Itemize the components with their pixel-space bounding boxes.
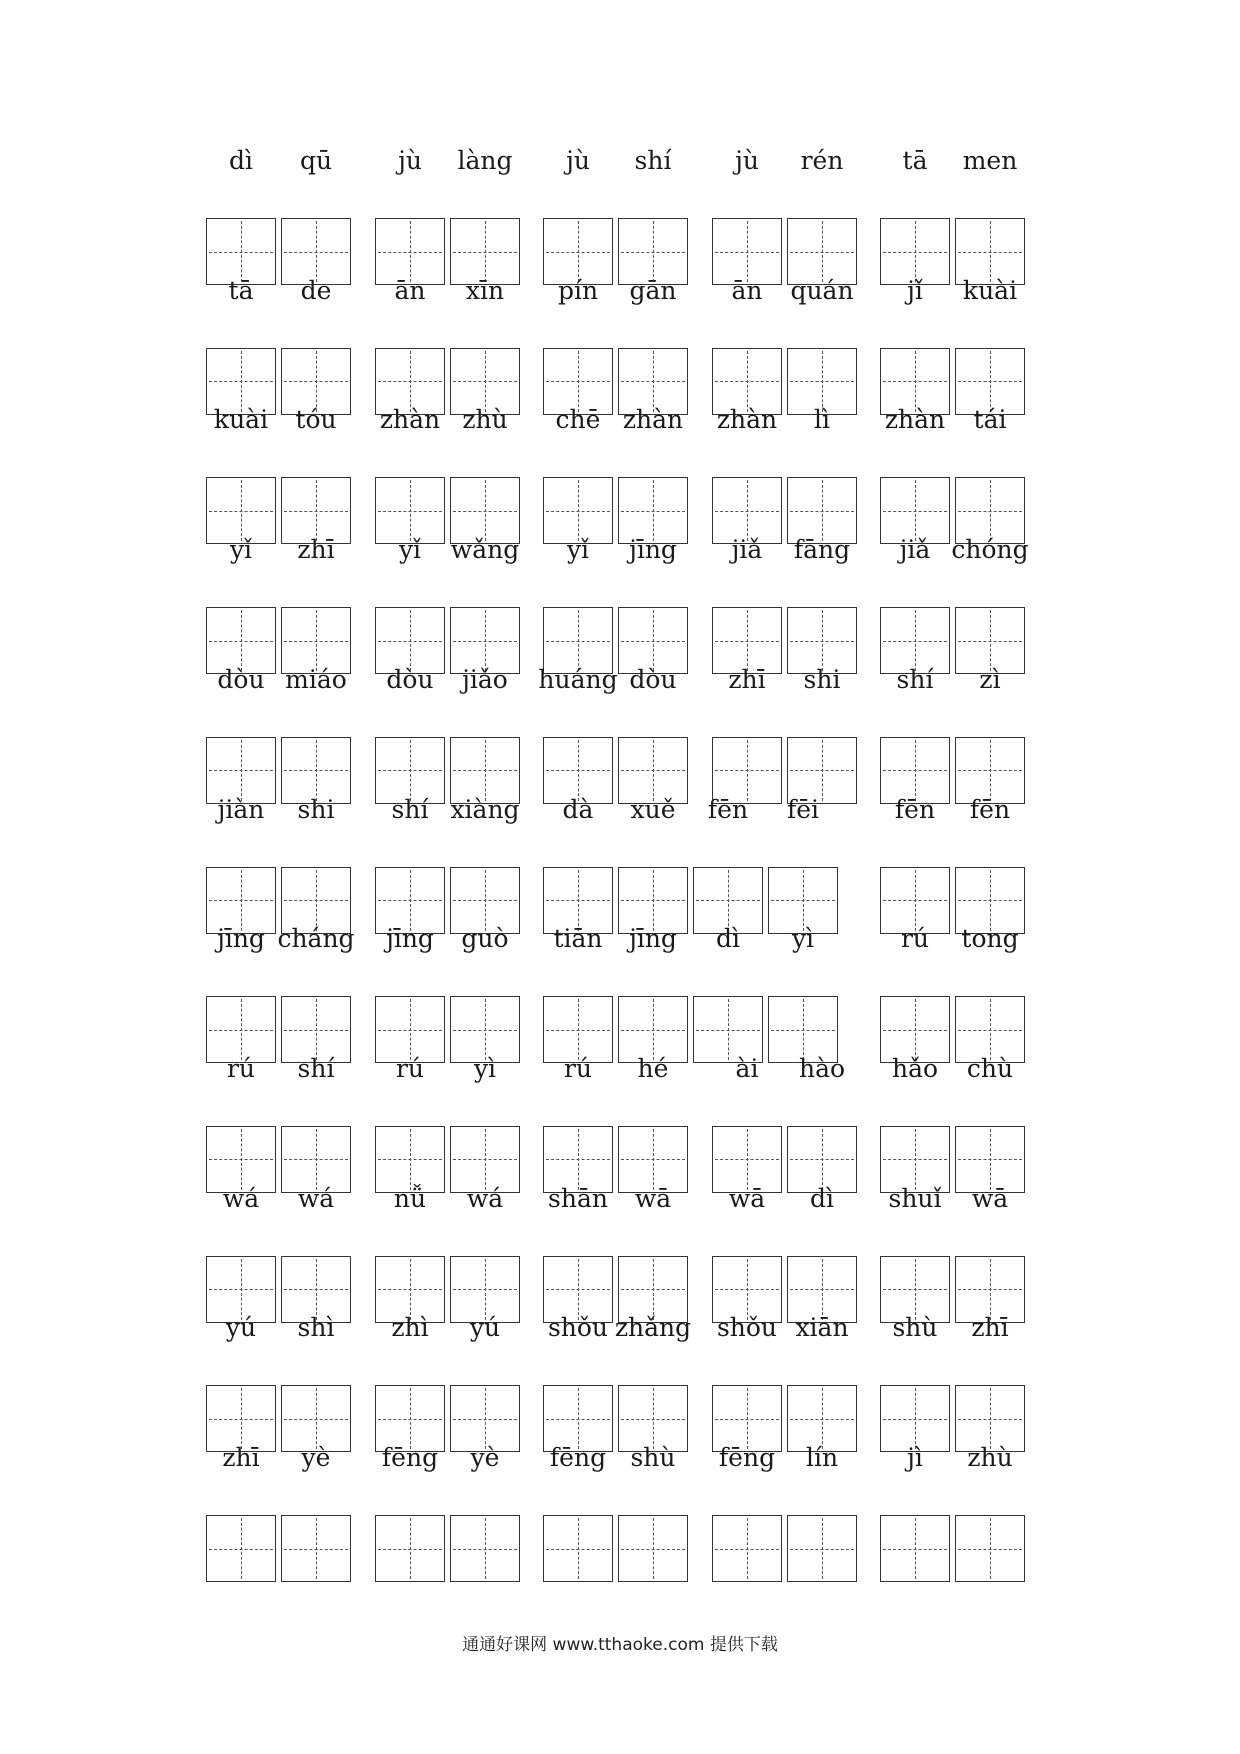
pinyin-syllable: wá bbox=[222, 1183, 260, 1213]
pinyin-syllable: dì bbox=[810, 1183, 834, 1213]
box-horizontal-guide bbox=[958, 381, 1022, 382]
pinyin-syllable: fēng bbox=[381, 1443, 439, 1472]
pinyin-syllable: hào bbox=[798, 1053, 846, 1083]
pinyin-syllable: jīng bbox=[386, 924, 434, 954]
box-horizontal-guide bbox=[378, 641, 442, 642]
box-horizontal-guide bbox=[284, 381, 348, 382]
pinyin-syllable: kuài bbox=[962, 275, 1018, 305]
box-horizontal-guide bbox=[958, 641, 1022, 642]
pinyin-syllable: rú bbox=[395, 1053, 425, 1083]
box-horizontal-guide bbox=[284, 1289, 348, 1290]
pinyin-syllable: dòu bbox=[629, 664, 677, 694]
pinyin-syllable: qū bbox=[299, 146, 333, 175]
pinyin-syllable: fēng bbox=[549, 1443, 607, 1472]
pinyin-syllable: lín bbox=[805, 1443, 839, 1472]
box-horizontal-guide bbox=[546, 641, 610, 642]
pinyin-syllable: chē bbox=[555, 405, 601, 435]
box-horizontal-guide bbox=[209, 641, 273, 642]
box-horizontal-guide bbox=[715, 1419, 779, 1420]
box-horizontal-guide bbox=[453, 252, 517, 253]
box-horizontal-guide bbox=[715, 770, 779, 771]
pinyin-syllable: zhù bbox=[967, 1443, 1013, 1472]
box-horizontal-guide bbox=[715, 641, 779, 642]
box-horizontal-guide bbox=[790, 511, 854, 512]
box-horizontal-guide bbox=[453, 1030, 517, 1031]
pinyin-syllable: dòu bbox=[386, 664, 434, 694]
box-horizontal-guide bbox=[958, 1419, 1022, 1420]
box-horizontal-guide bbox=[958, 1289, 1022, 1290]
pinyin-syllable: zhī bbox=[222, 1443, 260, 1472]
box-horizontal-guide bbox=[621, 381, 685, 382]
box-horizontal-guide bbox=[453, 641, 517, 642]
pinyin-syllable: fēng bbox=[718, 1443, 776, 1472]
box-horizontal-guide bbox=[284, 1159, 348, 1160]
box-horizontal-guide bbox=[883, 770, 947, 771]
pinyin-syllable: zhǎng bbox=[614, 1313, 692, 1343]
box-horizontal-guide bbox=[209, 1549, 273, 1550]
pinyin-syllable: wā bbox=[634, 1183, 672, 1213]
pinyin-syllable: zhàn bbox=[379, 405, 441, 435]
pinyin-syllable: xuě bbox=[630, 794, 676, 824]
box-horizontal-guide bbox=[790, 1289, 854, 1290]
pinyin-syllable: jīng bbox=[629, 924, 677, 954]
box-horizontal-guide bbox=[771, 900, 835, 901]
box-horizontal-guide bbox=[546, 1159, 610, 1160]
pinyin-syllable: guò bbox=[461, 924, 509, 954]
pinyin-syllable: wá bbox=[297, 1183, 335, 1213]
box-horizontal-guide bbox=[378, 1159, 442, 1160]
box-horizontal-guide bbox=[958, 1159, 1022, 1160]
pinyin-syllable: tái bbox=[973, 405, 1007, 435]
pinyin-syllable: yú bbox=[469, 1313, 501, 1343]
box-horizontal-guide bbox=[546, 1030, 610, 1031]
box-horizontal-guide bbox=[696, 900, 760, 901]
pinyin-syllable: xiān bbox=[795, 1313, 849, 1343]
pinyin-syllable: làng bbox=[457, 146, 513, 175]
box-horizontal-guide bbox=[209, 1419, 273, 1420]
pinyin-syllable: shǒu bbox=[716, 1313, 778, 1343]
box-horizontal-guide bbox=[546, 770, 610, 771]
pinyin-syllable: fēn bbox=[707, 794, 749, 824]
box-horizontal-guide bbox=[621, 770, 685, 771]
pinyin-syllable: yú bbox=[225, 1313, 257, 1343]
pinyin-syllable: yì bbox=[791, 924, 815, 954]
pinyin-syllable: men bbox=[962, 146, 1018, 175]
box-horizontal-guide bbox=[883, 1549, 947, 1550]
pinyin-syllable: jù bbox=[566, 146, 590, 175]
box-horizontal-guide bbox=[883, 511, 947, 512]
box-horizontal-guide bbox=[546, 252, 610, 253]
pinyin-syllable: yè bbox=[301, 1443, 331, 1472]
box-horizontal-guide bbox=[546, 1289, 610, 1290]
box-horizontal-guide bbox=[790, 381, 854, 382]
pinyin-syllable: huáng bbox=[538, 664, 618, 694]
pinyin-syllable: quán bbox=[790, 275, 854, 305]
box-horizontal-guide bbox=[790, 1159, 854, 1160]
pinyin-syllable: jiàn bbox=[217, 794, 265, 824]
box-horizontal-guide bbox=[958, 900, 1022, 901]
tianzige-box[interactable] bbox=[281, 1515, 351, 1582]
box-horizontal-guide bbox=[284, 1030, 348, 1031]
pinyin-syllable: gān bbox=[629, 275, 677, 305]
pinyin-syllable: rú bbox=[900, 924, 930, 954]
box-horizontal-guide bbox=[453, 1549, 517, 1550]
tianzige-box[interactable] bbox=[880, 1515, 950, 1582]
box-horizontal-guide bbox=[883, 641, 947, 642]
box-horizontal-guide bbox=[378, 1419, 442, 1420]
pinyin-syllable: jì bbox=[907, 1443, 923, 1472]
pinyin-syllable: zhàn bbox=[884, 405, 946, 435]
box-horizontal-guide bbox=[453, 1419, 517, 1420]
box-horizontal-guide bbox=[378, 900, 442, 901]
box-horizontal-guide bbox=[621, 1030, 685, 1031]
box-horizontal-guide bbox=[621, 1289, 685, 1290]
box-horizontal-guide bbox=[883, 1159, 947, 1160]
pinyin-syllable: pín bbox=[557, 275, 599, 305]
pinyin-syllable: shuǐ bbox=[888, 1183, 942, 1213]
box-horizontal-guide bbox=[209, 770, 273, 771]
pinyin-syllable: dì bbox=[716, 924, 740, 954]
pinyin-syllable: shi bbox=[297, 794, 335, 824]
box-horizontal-guide bbox=[883, 900, 947, 901]
box-horizontal-guide bbox=[883, 1289, 947, 1290]
box-horizontal-guide bbox=[453, 900, 517, 901]
pinyin-syllable: shí bbox=[297, 1053, 335, 1083]
pinyin-syllable: yè bbox=[470, 1443, 500, 1472]
pinyin-syllable: tā bbox=[902, 146, 928, 175]
box-horizontal-guide bbox=[790, 1419, 854, 1420]
box-horizontal-guide bbox=[958, 770, 1022, 771]
box-horizontal-guide bbox=[209, 381, 273, 382]
pinyin-syllable: xīn bbox=[465, 275, 505, 305]
pinyin-syllable: fēn bbox=[969, 794, 1011, 824]
box-horizontal-guide bbox=[546, 1549, 610, 1550]
pinyin-syllable: chóng bbox=[951, 535, 1029, 565]
pinyin-syllable: zhì bbox=[391, 1313, 429, 1343]
box-horizontal-guide bbox=[621, 641, 685, 642]
pinyin-syllable: xiàng bbox=[450, 794, 520, 824]
box-horizontal-guide bbox=[284, 641, 348, 642]
pinyin-syllable: yǐ bbox=[398, 535, 422, 565]
pinyin-syllable: shí bbox=[391, 794, 429, 824]
pinyin-syllable: yǐ bbox=[229, 535, 253, 565]
pinyin-syllable: chù bbox=[966, 1053, 1014, 1083]
pinyin-syllable: zhàn bbox=[716, 405, 778, 435]
pinyin-syllable: shí bbox=[896, 664, 934, 694]
pinyin-syllable: tong bbox=[961, 924, 1019, 954]
box-horizontal-guide bbox=[378, 1549, 442, 1550]
box-horizontal-guide bbox=[771, 1030, 835, 1031]
box-horizontal-guide bbox=[790, 1549, 854, 1550]
tianzige-box[interactable] bbox=[375, 1515, 445, 1582]
pinyin-syllable: zhù bbox=[462, 405, 508, 435]
box-horizontal-guide bbox=[790, 252, 854, 253]
footer-credit: 通通好课网 www.tthaoke.com 提供下载 bbox=[462, 1635, 778, 1655]
box-horizontal-guide bbox=[621, 511, 685, 512]
box-horizontal-guide bbox=[958, 1030, 1022, 1031]
pinyin-syllable: de bbox=[300, 275, 332, 305]
pinyin-syllable: fēn bbox=[894, 794, 936, 824]
pinyin-syllable: fāng bbox=[793, 535, 851, 565]
pinyin-syllable: zhī bbox=[971, 1313, 1009, 1343]
pinyin-syllable: ài bbox=[735, 1053, 759, 1083]
box-horizontal-guide bbox=[790, 770, 854, 771]
pinyin-syllable: nǚ bbox=[393, 1183, 427, 1213]
tianzige-box[interactable] bbox=[712, 1515, 782, 1582]
box-horizontal-guide bbox=[621, 252, 685, 253]
pinyin-syllable: jǐ bbox=[907, 275, 923, 305]
box-horizontal-guide bbox=[284, 1549, 348, 1550]
pinyin-syllable: hǎo bbox=[891, 1053, 939, 1083]
pinyin-syllable: yǐ bbox=[566, 535, 590, 565]
box-horizontal-guide bbox=[284, 900, 348, 901]
box-horizontal-guide bbox=[453, 1289, 517, 1290]
box-horizontal-guide bbox=[883, 381, 947, 382]
pinyin-syllable: kuài bbox=[213, 405, 269, 435]
pinyin-syllable: shù bbox=[892, 1313, 938, 1343]
box-horizontal-guide bbox=[453, 381, 517, 382]
box-horizontal-guide bbox=[546, 511, 610, 512]
pinyin-syllable: miáo bbox=[285, 664, 347, 694]
box-horizontal-guide bbox=[284, 770, 348, 771]
box-horizontal-guide bbox=[546, 900, 610, 901]
box-horizontal-guide bbox=[958, 252, 1022, 253]
box-horizontal-guide bbox=[546, 381, 610, 382]
tianzige-box[interactable] bbox=[787, 1515, 857, 1582]
pinyin-syllable: jīng bbox=[629, 535, 677, 565]
box-horizontal-guide bbox=[715, 1159, 779, 1160]
box-horizontal-guide bbox=[621, 1419, 685, 1420]
pinyin-syllable: ān bbox=[731, 275, 763, 305]
box-horizontal-guide bbox=[209, 1289, 273, 1290]
box-horizontal-guide bbox=[209, 900, 273, 901]
pinyin-syllable: jù bbox=[735, 146, 759, 175]
box-horizontal-guide bbox=[378, 770, 442, 771]
box-horizontal-guide bbox=[621, 1159, 685, 1160]
pinyin-syllable: tā bbox=[228, 275, 254, 305]
box-horizontal-guide bbox=[209, 511, 273, 512]
pinyin-syllable: jiǎ bbox=[731, 535, 763, 565]
box-horizontal-guide bbox=[209, 1030, 273, 1031]
tianzige-box[interactable] bbox=[543, 1515, 613, 1582]
pinyin-syllable: rú bbox=[226, 1053, 256, 1083]
pinyin-syllable: zhàn bbox=[622, 405, 684, 435]
pinyin-syllable: shí bbox=[634, 146, 672, 175]
pinyin-syllable: wǎng bbox=[450, 535, 520, 565]
box-horizontal-guide bbox=[715, 511, 779, 512]
pinyin-syllable: ān bbox=[394, 275, 426, 305]
box-horizontal-guide bbox=[715, 1549, 779, 1550]
box-horizontal-guide bbox=[715, 1289, 779, 1290]
box-horizontal-guide bbox=[715, 252, 779, 253]
pinyin-syllable: hé bbox=[637, 1053, 669, 1083]
box-horizontal-guide bbox=[378, 252, 442, 253]
pinyin-syllable: jīng bbox=[217, 924, 265, 954]
pinyin-syllable: jiǎ bbox=[899, 535, 931, 565]
box-horizontal-guide bbox=[883, 1030, 947, 1031]
box-horizontal-guide bbox=[209, 252, 273, 253]
pinyin-syllable: shi bbox=[803, 664, 841, 694]
pinyin-syllable: shì bbox=[297, 1313, 335, 1343]
box-horizontal-guide bbox=[378, 381, 442, 382]
box-horizontal-guide bbox=[883, 1419, 947, 1420]
pinyin-syllable: wā bbox=[728, 1183, 766, 1213]
box-horizontal-guide bbox=[453, 511, 517, 512]
box-horizontal-guide bbox=[284, 1419, 348, 1420]
box-horizontal-guide bbox=[546, 1419, 610, 1420]
box-horizontal-guide bbox=[209, 1159, 273, 1160]
pinyin-syllable: lì bbox=[814, 405, 830, 435]
box-horizontal-guide bbox=[284, 252, 348, 253]
pinyin-syllable: rú bbox=[563, 1053, 593, 1083]
pinyin-syllable: yì bbox=[473, 1053, 497, 1083]
pinyin-syllable: dòu bbox=[217, 664, 265, 694]
pinyin-syllable: cháng bbox=[277, 924, 355, 954]
pinyin-syllable: wā bbox=[971, 1183, 1009, 1213]
box-horizontal-guide bbox=[958, 1549, 1022, 1550]
pinyin-syllable: shān bbox=[548, 1183, 608, 1213]
tianzige-box[interactable] bbox=[450, 1515, 520, 1582]
box-horizontal-guide bbox=[378, 1289, 442, 1290]
tianzige-box[interactable] bbox=[955, 1515, 1025, 1582]
box-horizontal-guide bbox=[790, 641, 854, 642]
tianzige-box[interactable] bbox=[618, 1515, 688, 1582]
pinyin-syllable: zhī bbox=[728, 664, 766, 694]
pinyin-syllable: jiǎo bbox=[462, 664, 508, 694]
pinyin-syllable: wá bbox=[466, 1183, 504, 1213]
box-horizontal-guide bbox=[715, 381, 779, 382]
pinyin-syllable: fēi bbox=[786, 794, 820, 824]
pinyin-syllable: rén bbox=[800, 146, 844, 175]
pinyin-syllable: shù bbox=[630, 1443, 676, 1472]
pinyin-syllable: tiān bbox=[553, 924, 603, 954]
pinyin-syllable: jù bbox=[398, 146, 422, 175]
tianzige-box[interactable] bbox=[206, 1515, 276, 1582]
box-horizontal-guide bbox=[378, 511, 442, 512]
box-horizontal-guide bbox=[696, 1030, 760, 1031]
box-horizontal-guide bbox=[284, 511, 348, 512]
pinyin-syllable: zhī bbox=[297, 535, 335, 565]
box-horizontal-guide bbox=[378, 1030, 442, 1031]
pinyin-syllable: tóu bbox=[295, 405, 337, 435]
box-horizontal-guide bbox=[453, 770, 517, 771]
pinyin-syllable: zì bbox=[979, 664, 1001, 694]
box-horizontal-guide bbox=[958, 511, 1022, 512]
box-horizontal-guide bbox=[453, 1159, 517, 1160]
box-horizontal-guide bbox=[621, 900, 685, 901]
box-horizontal-guide bbox=[883, 252, 947, 253]
pinyin-syllable: shǒu bbox=[547, 1313, 609, 1343]
pinyin-syllable: dà bbox=[562, 794, 594, 824]
box-horizontal-guide bbox=[621, 1549, 685, 1550]
pinyin-syllable: dì bbox=[229, 146, 253, 175]
